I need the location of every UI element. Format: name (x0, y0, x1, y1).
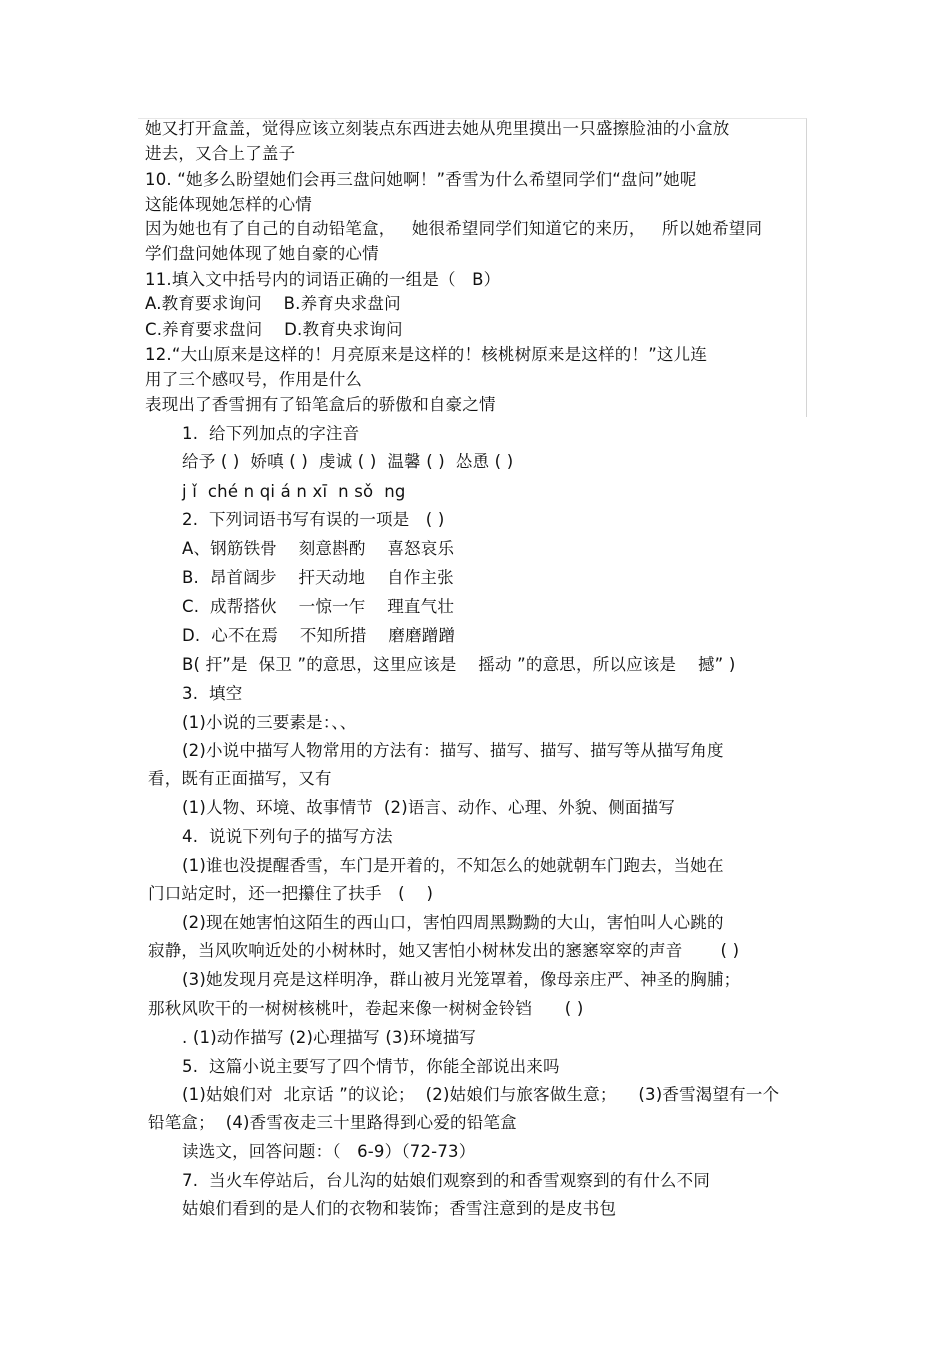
question-5: 5. 这篇小说主要写了四个情节，你能全部说出来吗 (182, 1057, 560, 1076)
pinyin-answer: j ǐ ché n qi á n xī n sǒ ng (182, 482, 406, 501)
answer-10: 学们盘问她体现了她自豪的心情 (145, 244, 379, 263)
answer-4: . (1)动作描写 (2)心理描写 (3)环境描写 (182, 1028, 477, 1047)
question-10: 10. “她多么盼望她们会再三盘问她啊！”香雪为什么希望同学们“盘问”她呢 (145, 170, 697, 189)
pinyin-items: 给予 ( ) 娇嗔 ( ) 虔诚 ( ) 温馨 ( ) 怂恿 ( ) (182, 452, 514, 471)
question-1: 1. 给下列加点的字注音 (182, 424, 360, 443)
text-line: 那秋风吹干的一树树核桃叶，卷起来像一树树金铃铛 ( ) (148, 999, 584, 1018)
answer-5: (1)姑娘们对 北京话 ”的议论； (2)姑娘们与旅客做生意； (3)香雪渴望有一个 (182, 1085, 780, 1104)
blank-2: (2)小说中描写人物常用的方法有：描写、描写、描写、描写等从描写角度 (182, 741, 724, 760)
answer-12: 表现出了香雪拥有了铅笔盒后的骄傲和自豪之情 (145, 395, 496, 414)
answer-7: 姑娘们看到的是人们的衣物和装饰；香雪注意到的是皮书包 (182, 1199, 617, 1218)
sentence-2: (2)现在她害怕这陌生的西山口，害怕四周黑黝黝的大山，害怕叫人心跳的 (182, 913, 724, 932)
text-line: 这能体现她怎样的心情 (145, 195, 312, 214)
text-line: 看，既有正面描写，又有 (148, 769, 332, 788)
option-line: C.养育要求盘问 D.教育央求询问 (145, 320, 403, 339)
question-7: 7. 当火车停站后，台儿沟的姑娘们观察到的和香雪观察到的有什么不同 (182, 1171, 711, 1190)
question-12: 12.“大山原来是这样的！月亮原来是这样的！核桃树原来是这样的！”这儿连 (145, 345, 708, 364)
question-2: 2. 下列词语书写有误的一项是 ( ) (182, 510, 445, 529)
blank-1: (1)小说的三要素是：、、 (182, 713, 357, 732)
text-line: 进去，又合上了盖子 (145, 144, 296, 163)
text-line: 门口站定时，还一把攥住了扶手 ( ) (148, 884, 434, 903)
option-a: A、钢筋铁骨 刻意斟酌 喜怒哀乐 (182, 539, 455, 558)
answer-2: B( 扞”是 保卫 ”的意思，这里应该是 摇动 ”的意思，所以应该是 撼” ) (182, 655, 736, 674)
sentence-1: (1)谁也没提醒香雪，车门是开着的，不知怎么的她就朝车门跑去，当她在 (182, 856, 724, 875)
answer-3: (1)人物、环境、故事情节 (2)语言、动作、心理、外貌、侧面描写 (182, 798, 676, 817)
text-line: 铅笔盒； (4)香雪夜走三十里路得到心爱的铅笔盒 (148, 1113, 517, 1132)
text-line: 寂静，当风吹响近处的小树林时，她又害怕小树林发出的窸窸窣窣的声音 ( ) (148, 941, 740, 960)
question-3: 3. 填空 (182, 684, 243, 703)
option-d: D. 心不在焉 不知所措 磨磨蹭蹭 (182, 626, 456, 645)
question-11: 11.填入文中括号内的词语正确的一组是（ B） (145, 270, 501, 289)
question-4: 4. 说说下列句子的描写方法 (182, 827, 393, 846)
text-line: 她又打开盒盖，觉得应该立刻装点东西进去她从兜里摸出一只盛擦脸油的小盒放 (145, 119, 730, 138)
option-b: B. 昂首阔步 扞天动地 自作主张 (182, 568, 454, 587)
option-line: A.教育要求询问 B.养育央求盘问 (145, 294, 401, 313)
option-c: C. 成帮搭伙 一惊一乍 理直气壮 (182, 597, 455, 616)
text-line: 用了三个感叹号，作用是什么 (145, 370, 363, 389)
reading-instruction: 读选文，回答问题：（ 6-9）（72-73） (182, 1142, 476, 1161)
sentence-3: (3)她发现月亮是这样明净，群山被月光笼罩着，像母亲庄严、神圣的胸脯； (182, 970, 741, 989)
answer-10: 因为她也有了自己的自动铅笔盒， 她很希望同学们知道它的来历， 所以她希望同 (145, 219, 763, 238)
